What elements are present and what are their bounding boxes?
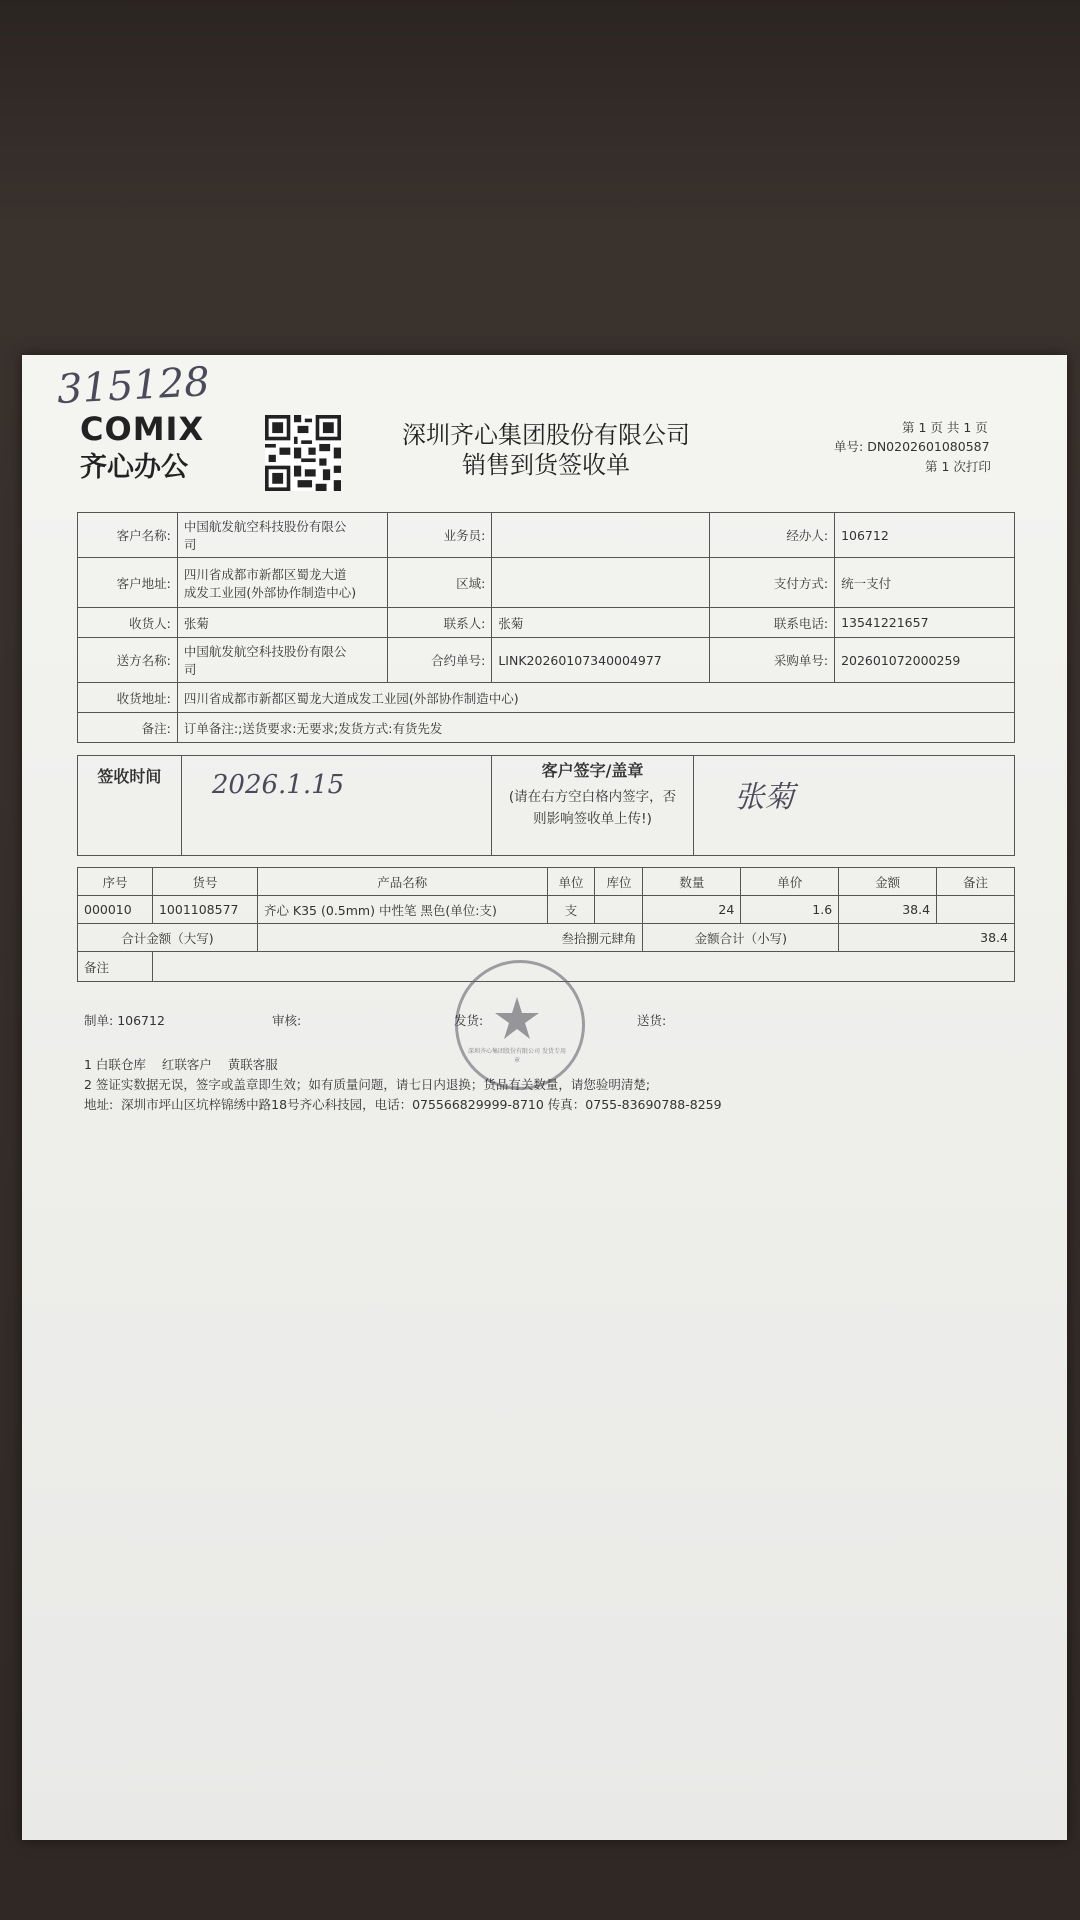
customer-name: 中国航发航空科技股份有限公 司 xyxy=(177,513,387,558)
col-item-no: 货号 xyxy=(152,868,257,896)
region-value xyxy=(492,558,710,608)
items-remark-value xyxy=(152,952,1014,982)
stamp-text: 深圳齐心集团股份有限公司 发货专用章 xyxy=(468,1048,566,1064)
footer-address: 地址: 深圳市坪山区坑梓锦绣中路18号齐心科技园，电话：075566829999-8710 传真：0755-83690788-8259 xyxy=(84,1097,722,1112)
customer-name-label: 客户名称: xyxy=(78,513,178,558)
address-value: 四川省成都市新都区蜀龙大道 成发工业园(外部协作制造中心) xyxy=(177,558,387,608)
table-row xyxy=(78,896,1015,924)
delivery-address-label: 收货地址: xyxy=(78,683,178,713)
customer-sign-cell xyxy=(491,756,694,856)
company-title: 深圳齐心集团股份有限公司 xyxy=(402,421,690,449)
total-upper-value: 叁拾捌元肆角 xyxy=(257,924,642,952)
col-unit: 单位 xyxy=(547,868,595,896)
contract-value: LINK20260107340004977 xyxy=(492,638,710,683)
receiver-label: 收货人: xyxy=(78,608,178,638)
salesperson-value xyxy=(492,513,710,558)
row-product: 齐心 K35 (0.5mm) 中性笔 黑色(单位:支) xyxy=(257,896,547,924)
remarks-label: 备注: xyxy=(78,713,178,743)
col-product: 产品名称 xyxy=(257,868,547,896)
handler-value: 106712 xyxy=(835,513,1015,558)
contact-label: 联系人: xyxy=(387,608,492,638)
delivery-label: 送货: xyxy=(637,1013,667,1028)
po-label: 采购单号: xyxy=(710,638,835,683)
sign-time-value: 2026.1.15 xyxy=(181,756,491,856)
items-remark-label: 备注 xyxy=(78,952,153,982)
doc-number xyxy=(834,437,990,455)
brand-logo-en: COMIX xyxy=(80,410,205,448)
contact-value: 张菊 xyxy=(492,608,710,638)
row-location xyxy=(595,896,643,924)
receiver-value: 张菊 xyxy=(177,608,387,638)
maker: 制单: 106712 xyxy=(84,1013,165,1028)
total-upper-label: 合计金额（大写) xyxy=(78,924,258,952)
col-qty: 数量 xyxy=(643,868,741,896)
handwritten-number: 315128 xyxy=(55,359,211,413)
row-item-no: 1001108577 xyxy=(152,896,257,924)
brand-logo-cn: 齐心办公 xyxy=(80,452,188,483)
row-unit: 支 xyxy=(547,896,595,924)
row-price: 1.6 xyxy=(741,896,839,924)
total-lower-value: 38.4 xyxy=(839,924,1015,952)
payment-label: 支付方式: xyxy=(710,558,835,608)
remarks-value: 订单备注:;送货要求:无要求;发货方式:有货先发 xyxy=(177,713,1014,743)
sign-time-label: 签收时间 xyxy=(78,756,182,856)
signature-table xyxy=(77,755,1015,856)
review-label: 审核: xyxy=(272,1013,302,1028)
po-value: 202601072000259 xyxy=(835,638,1015,683)
sign-instruction-2: 则影响签收单上传!) xyxy=(533,811,652,827)
ship-to-value: 中国航发航空科技股份有限公 司 xyxy=(177,638,387,683)
print-count: 第 1 次打印 xyxy=(925,459,991,474)
row-qty: 24 xyxy=(643,896,741,924)
salesperson-label: 业务员: xyxy=(387,513,492,558)
col-note: 备注 xyxy=(937,868,1015,896)
page-info: 第 1 页 共 1 页 xyxy=(902,420,988,435)
footer-note-1: 1 白联仓库 红联客户 黄联客服 xyxy=(84,1057,278,1072)
col-amount: 金额 xyxy=(839,868,937,896)
doc-number-value: DN0202601080587 xyxy=(867,439,990,454)
total-lower-label: 金额合计（小写) xyxy=(643,924,839,952)
address-label: 客户地址: xyxy=(78,558,178,608)
footer-note-2: 2 签证实数据无误，签字或盖章即生效；如有质量问题，请七日内退换；货品有关数量，请您验明清楚; xyxy=(84,1077,651,1092)
customer-signature: 张菊 xyxy=(694,756,1015,856)
ship-label: 发货: xyxy=(454,1013,484,1028)
phone-value: 13541221657 xyxy=(835,608,1015,638)
delivery-receipt-sheet xyxy=(22,355,1067,1840)
header-info-table xyxy=(77,512,1015,743)
document-title: 销售到货签收单 xyxy=(462,451,630,479)
region-label: 区域: xyxy=(387,558,492,608)
handler-label: 经办人: xyxy=(710,513,835,558)
doc-number-label: 单号: xyxy=(834,439,864,454)
sign-instruction-1: (请在右方空白格内签字，否 xyxy=(508,789,677,805)
ship-to-label: 送方名称: xyxy=(78,638,178,683)
qr-code-icon xyxy=(265,415,341,491)
customer-sign-label: 客户签字/盖章 xyxy=(541,761,644,780)
phone-label: 联系电话: xyxy=(710,608,835,638)
row-amount: 38.4 xyxy=(839,896,937,924)
row-seq: 000010 xyxy=(78,896,153,924)
contract-label: 合约单号: xyxy=(387,638,492,683)
col-location: 库位 xyxy=(595,868,643,896)
col-seq: 序号 xyxy=(78,868,153,896)
col-price: 单价 xyxy=(741,868,839,896)
row-note xyxy=(937,896,1015,924)
delivery-address-value: 四川省成都市新都区蜀龙大道成发工业园(外部协作制造中心) xyxy=(177,683,1014,713)
payment-value: 统一支付 xyxy=(835,558,1015,608)
